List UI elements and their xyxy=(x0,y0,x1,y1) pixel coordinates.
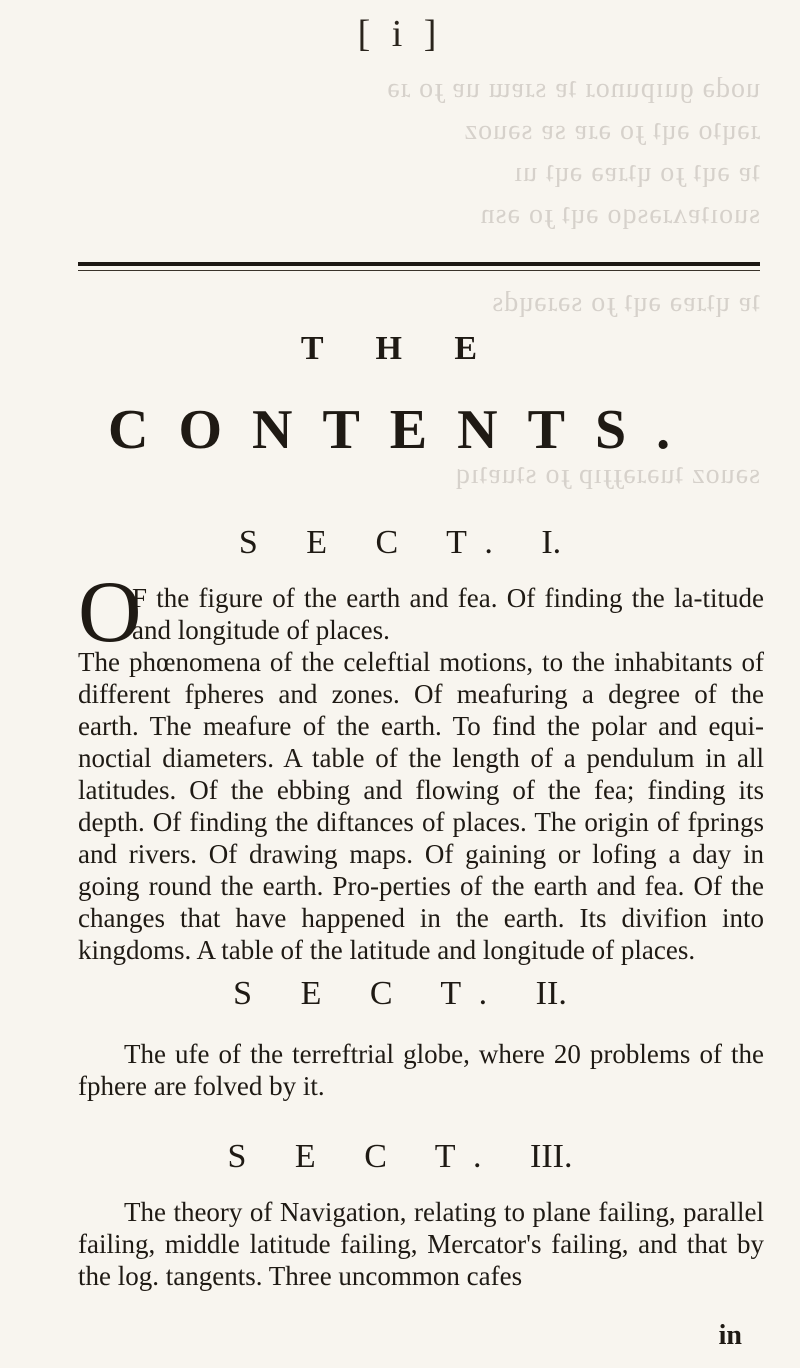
bleed-through-text: ʇɐ ǝɥʇ ɟo ɥʇɹɐǝ ǝɥʇ uı xyxy=(513,157,760,188)
section-label: S E C T. xyxy=(238,524,513,561)
section-heading-3 xyxy=(0,1138,800,1176)
page-number: [ i ] xyxy=(357,13,443,55)
bleed-through-text: sǝuoz ʇuǝɹǝɟɟıp ɟo sʇuɐʇıq xyxy=(454,459,760,490)
section-3-text xyxy=(78,1196,764,1292)
catchword: in xyxy=(718,1320,742,1351)
section-heading-1 xyxy=(0,524,800,562)
section-3-body: The theory of Navigation, relating to plane failing, parallel failing, middle latitude failing, Mercator's failing, and that by the log. tangents. Three uncommon cafes xyxy=(78,1197,764,1291)
drop-cap: O xyxy=(78,564,142,661)
contents-title: CONTENTS. xyxy=(108,399,701,461)
section-2-text xyxy=(78,1038,764,1102)
section-1-lead: F the figure of the earth and fea. Of finding the la-titude and longitude of places. xyxy=(132,583,764,645)
section-numeral: II. xyxy=(535,975,567,1012)
section-2-body: The ufe of the terreftrial globe, where 20 problems of the fphere are folved by it. xyxy=(78,1039,764,1101)
section-1-text xyxy=(78,564,764,966)
section-label: S E C T. xyxy=(227,1138,502,1175)
header-rule-thin xyxy=(78,270,760,271)
section-label: S E C T. xyxy=(233,975,508,1012)
bleed-through-text: suoıʇɐʌɹǝsqo ǝɥʇ ɟo ǝsn xyxy=(479,199,760,230)
header-rule xyxy=(78,262,760,266)
section-numeral: I. xyxy=(541,524,562,561)
section-numeral: III. xyxy=(530,1138,573,1175)
bleed-through-text: ɹǝɥʇo ǝɥʇ ɟo ǝɹɐ sɐ sǝuoz xyxy=(463,115,760,146)
section-heading-2 xyxy=(0,975,800,1013)
the-heading: T H E xyxy=(300,330,500,367)
section-1-body: The phœnomena of the celeftial motions, to the inhabitants of different fpheres and zones. Of meafuring a degree of the earth. The meafure of the earth. To find the polar and equi-noctial diameters. A table of the length of a pendulum in all latitudes. Of the ebbing and flowing of the fea; finding its depth. Of finding the diftances of places. The origin of fprings and rivers. Of drawing maps. Of gaining or lofing a day in going round the earth. Pro-perties of the earth and fea. Of the changes that have happened in the earth. Its divifion into kingdoms. A table of the latitude and longitude of places. xyxy=(78,647,764,965)
bleed-through-text: ʇɐ ɥʇɹɐǝ ǝɥʇ ɟo sǝɹǝɥds xyxy=(491,287,760,318)
bleed-through-text: uodə ɡuɪpunoɹ ʇɐ sɹɐɯ uɐ ɟo ɹǝ xyxy=(386,73,760,104)
